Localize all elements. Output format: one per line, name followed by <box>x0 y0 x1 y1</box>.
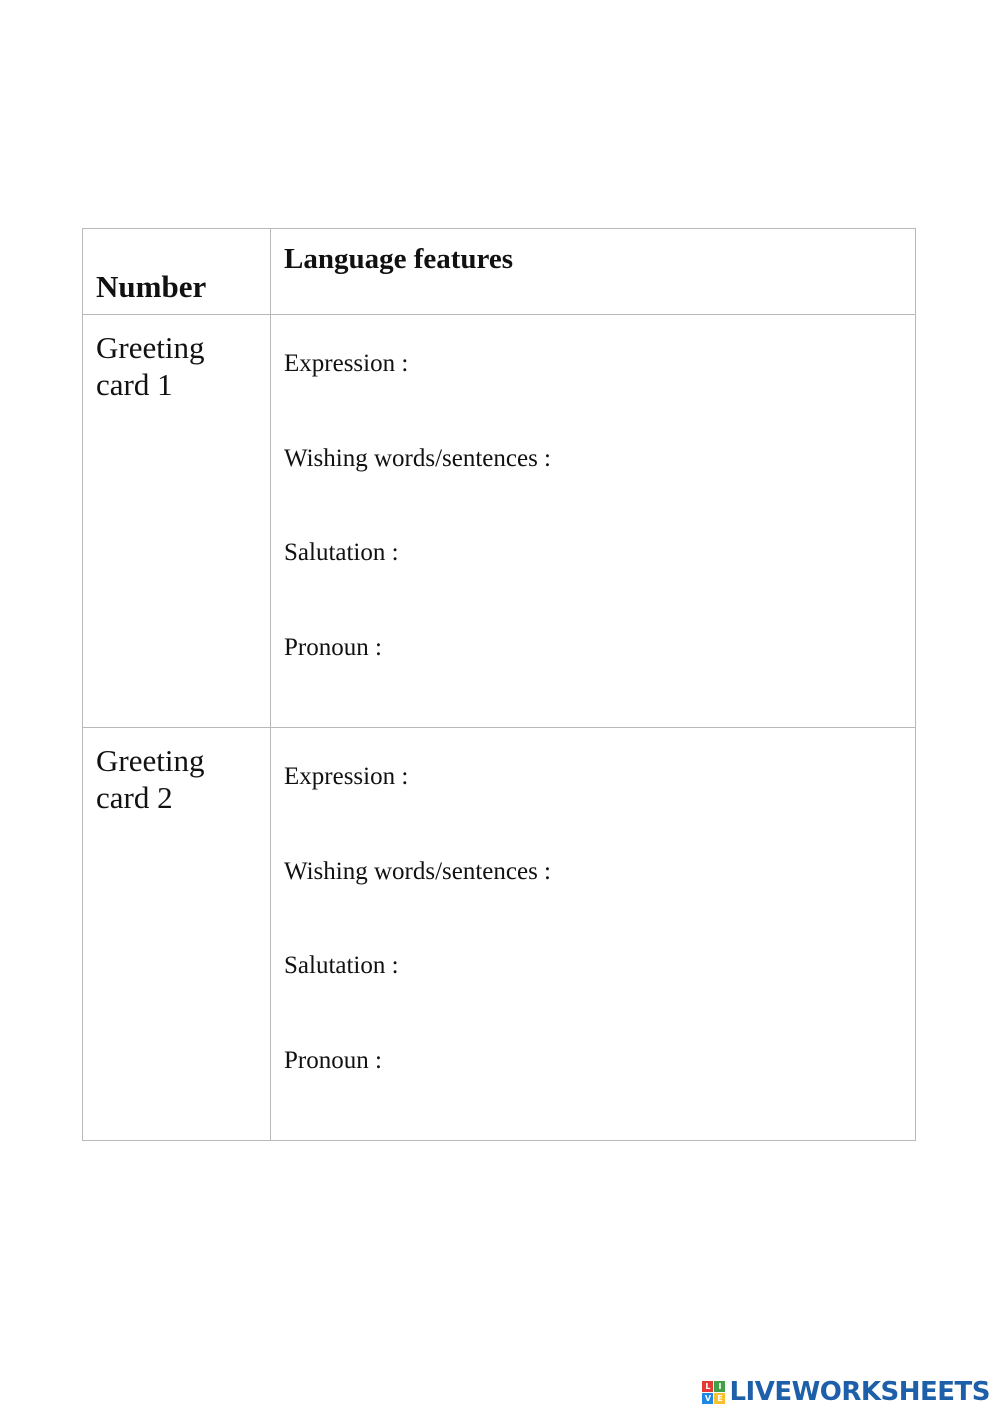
feature-wishing-words: Wishing words/sentences : <box>284 857 552 885</box>
feature-pronoun: Pronoun : <box>284 633 382 661</box>
logo-letter: I <box>714 1381 725 1392</box>
feature-salutation: Salutation : <box>284 952 399 979</box>
feature-list <box>271 315 915 727</box>
liveworksheets-brand <box>702 1379 990 1405</box>
card-name-line2: card 2 <box>96 780 173 815</box>
logo-letter: L <box>702 1381 713 1392</box>
card-name-line1: Greeting <box>96 330 205 365</box>
logo-letter: V <box>702 1393 713 1404</box>
header-number-label: Number <box>96 269 207 304</box>
header-number-cell <box>83 229 271 315</box>
card-name-line1: Greeting <box>96 743 205 778</box>
header-features-cell <box>271 229 916 315</box>
card-name-cell <box>83 728 271 1141</box>
card-name-cell <box>83 315 271 728</box>
table-row-greeting-card-2 <box>83 728 916 1141</box>
features-cell <box>271 728 916 1141</box>
feature-expression: Expression : <box>284 350 409 377</box>
liveworksheets-logo-icon <box>702 1381 725 1404</box>
feature-expression: Expression : <box>284 763 409 790</box>
card-name-line2: card 1 <box>96 367 173 402</box>
feature-list <box>271 728 915 1140</box>
logo-letter: E <box>714 1393 725 1404</box>
feature-wishing-words: Wishing words/sentences : <box>284 444 552 472</box>
feature-pronoun: Pronoun : <box>284 1046 382 1074</box>
brand-wordmark: LIVEWORKSHEETS <box>729 1377 990 1407</box>
table-header-row <box>83 229 916 315</box>
feature-salutation: Salutation : <box>284 539 399 566</box>
language-features-table <box>82 228 916 1141</box>
table-row-greeting-card-1 <box>83 315 916 728</box>
header-features-label: Language features <box>284 243 514 275</box>
features-cell <box>271 315 916 728</box>
